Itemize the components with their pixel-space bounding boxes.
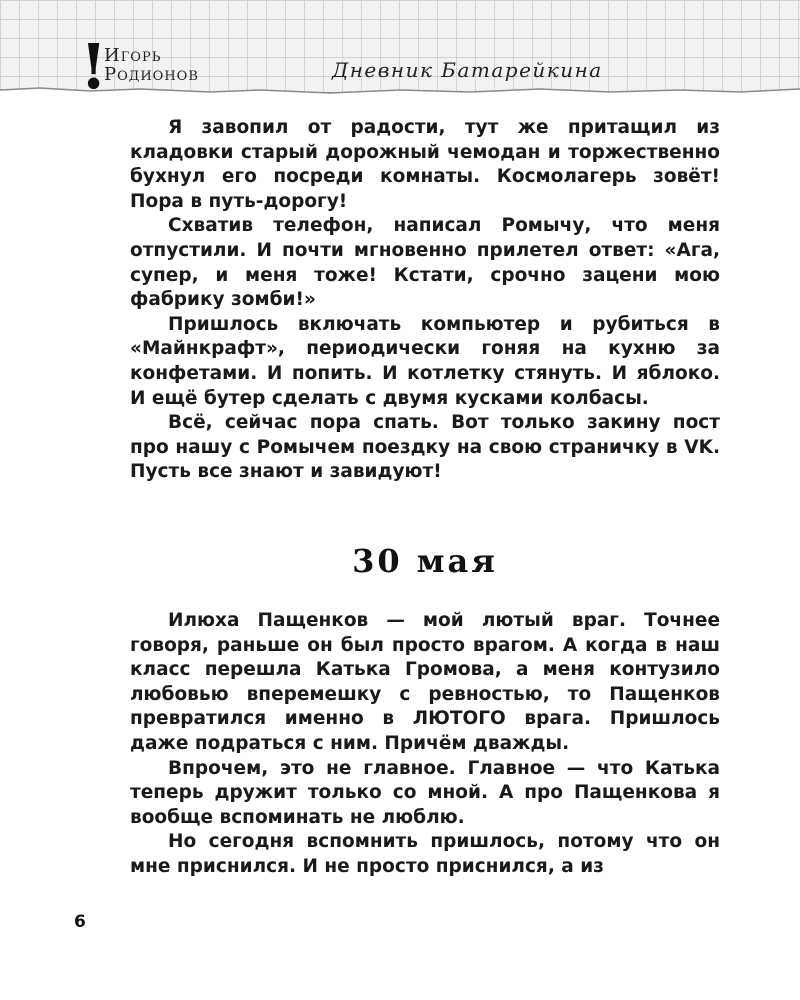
book-title: Дневник Батарейкина [332,58,603,82]
exclamation-mark-logo: ! [80,30,108,103]
body-text-top [130,116,720,485]
paragraph: Впрочем, это не главное. Главное — что Катька теперь дружит только со мной. А про Пащенкова я вообще вспоминать не люблю. [130,757,720,828]
paragraph: Пришлось включать компьютер и рубиться в «Майнкрафт», периодически гоняя на кухню за конфетами. И попить. И котлетку стянуть. И яблоко. И ещё бутер сделать с двумя кусками колбасы. [130,313,720,409]
author-name [104,46,199,84]
paragraph: Всё, сейчас пора спать. Вот только закину пост про нашу с Ромычем поездку на свою страничку в VK. Пусть все знают и завидуют! [130,412,720,483]
author-first-name: Игорь [104,45,162,66]
page-number: 6 [74,912,86,932]
paragraph: Илюха Пащенков — мой лютый враг. Точнее говоря, раньше он был просто врагом. А когда в наш класс перешла Катька Громова, а меня контузило любовью вперемешку с ревностью, то Пащенков превратился именно в ЛЮТОГО врага. Пришлось даже подраться с ним. Причём дважды. [130,610,720,754]
body-text-bottom [130,609,720,880]
author-last-name: Родионов [104,64,199,85]
paragraph: Но сегодня вспомнить пришлось, потому что он мне приснился. И не просто приснился, а из [130,831,720,877]
paragraph: Я завопил от радости, тут же притащил из кладовки старый дорожный чемодан и торжественно бухнул его посреди комнаты. Космолагерь зовёт! Пора в путь-дорогу! [130,117,720,212]
paragraph: Схватив телефон, написал Ромычу, что меня отпустили. И почти мгновенно прилетел ответ: «Ага, супер, и меня тоже! Кстати, срочно зацени мою фабрику зомби!» [130,215,720,311]
chapter-heading: 30 мая [352,542,498,580]
